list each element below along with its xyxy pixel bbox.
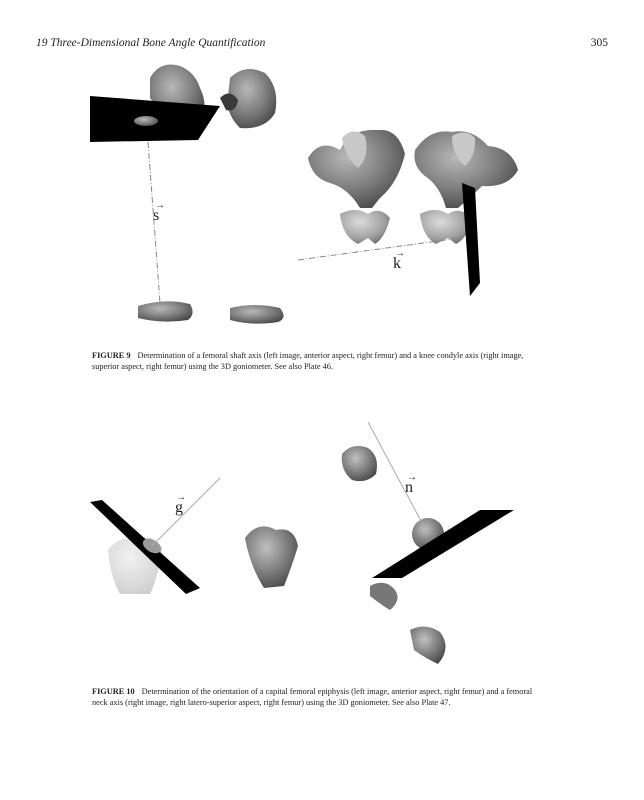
- figure-9-caption: [92, 350, 547, 372]
- figure-10-caption-text: Determination of the orientation of a capital femoral epiphysis (left image, anterior aspect, right femur) and a femoral neck axis (right image, right latero-superior aspect, right femur) using the 3D goniometer. See also Plate 47.: [92, 687, 533, 707]
- figure-10-caption: [92, 686, 547, 708]
- goniometer-plane-neck: [372, 510, 514, 578]
- knee-condyles-view: [308, 130, 518, 244]
- femur-head-middle: [245, 526, 298, 588]
- figure-9-image: [80, 58, 560, 338]
- chapter-title: 19 Three-Dimensional Bone Angle Quantification: [36, 37, 266, 49]
- page-number: 305: [590, 37, 608, 49]
- figure-10-image: [80, 418, 560, 673]
- axis-label-s: s: [153, 207, 160, 224]
- axis-label-k: k: [393, 255, 401, 272]
- svg-text:→: →: [395, 248, 405, 259]
- svg-text:→: →: [176, 492, 186, 503]
- goniometer-plane-right: [462, 183, 480, 296]
- femoral-neck-axis: [368, 422, 428, 534]
- svg-text:→: →: [407, 472, 417, 483]
- axis-label-n: n: [405, 479, 413, 496]
- figure-10-label: FIGURE 10: [92, 687, 135, 696]
- axis-label-g: g: [175, 499, 183, 516]
- figure-9-label: FIGURE 9: [92, 351, 131, 360]
- figure-9-caption-text: Determination of a femoral shaft axis (left image, anterior aspect, right femur) and a knee condyle axis (right image, superior aspect, right femur) using the 3D goniometer. See also Plate 46.: [92, 351, 524, 371]
- running-header: [36, 37, 608, 53]
- femur-shaft-distal: [138, 301, 284, 323]
- epiphysis-axis: [152, 478, 220, 546]
- svg-text:→: →: [155, 200, 165, 211]
